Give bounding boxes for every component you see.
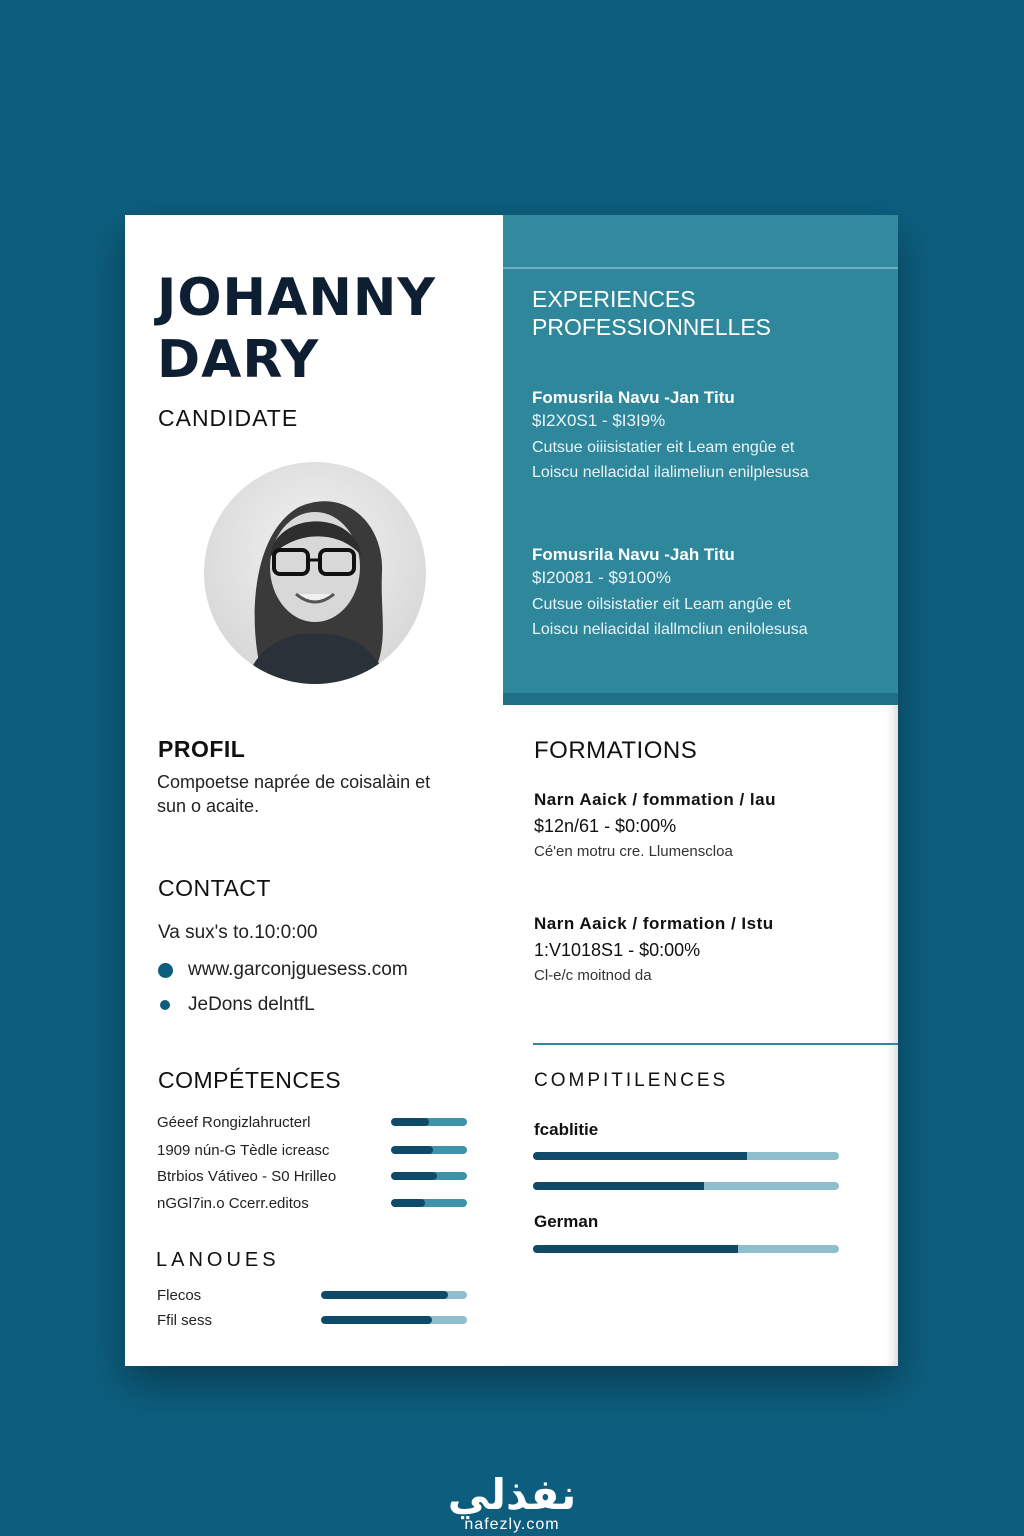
skill-label: nGGl7in.o Ccerr.editos [157,1194,309,1212]
formation-title: Narn Aaick / fommation / lau [534,790,776,809]
candidate-name [157,267,436,391]
competences-title: COMPITILENCES [534,1070,729,1091]
skill-row [157,1140,467,1160]
experience-panel [503,215,898,697]
contact-website[interactable] [158,959,408,981]
job-description-line: Cutsue oilsistatier eit Leam angûe et [532,596,791,613]
job-description-line: Loiscu nellacidal ilalimeliun enilplesusa [532,464,809,481]
skill-bar-fill [391,1172,437,1180]
contact-phone: Va sux's to.10:0:00 [158,922,318,943]
language-bar-fill [321,1291,448,1299]
formation-description: Cé'en motru cre. Llumenscloa [534,843,733,860]
skill-bar-fill [391,1118,429,1126]
skill-label: Btrbios Vátiveo - S0 Hrilleo [157,1167,337,1185]
job-dates: $I20081 - $9100% [532,568,671,587]
name-line-1: JOHANNY [157,268,437,328]
skill-row [157,1193,467,1213]
job-entry [532,388,882,485]
formation-dates: $12n/61 - $0:00% [534,816,677,836]
job-description [532,435,882,485]
formation-dates: 1:V1018S1 - $0:00% [534,940,701,960]
right-column [503,215,898,1366]
competence-bar [533,1152,839,1160]
job-description-line: Cutsue oiiisistatier eit Leam engûe et [532,439,795,456]
language-bar [321,1291,467,1299]
experience-title [532,285,771,341]
competence-label: German [534,1212,599,1231]
competence-label: fcablitie [534,1120,599,1139]
contact-website-text: www.garconjguesess.com [188,959,408,980]
name-line-2: DARY [157,330,320,390]
bullet-icon [158,963,173,978]
skill-row [157,1166,467,1186]
profile-text [157,770,430,818]
experience-panel-footer [503,693,898,705]
competence-bar [533,1182,839,1190]
language-bar-fill [321,1316,432,1324]
job-title: Fomusrila Navu -Jan Titu [532,388,735,407]
job-description-line: Loiscu neliacidal ilallmcliun enilolesusa [532,621,808,638]
job-dates: $I2X0S1 - $I3I9% [532,411,666,430]
skill-bar-fill [391,1146,433,1154]
experience-panel-header [503,215,898,269]
skill-bar-fill [391,1199,425,1207]
formation-description: Cl-e/c moitnod da [534,967,652,984]
profile-text-line-1: Compoetse naprée de coisalàin et [157,772,431,792]
formation-entry [534,790,874,860]
skill-label: 1909 nún-G Tèdle icreasc [157,1141,330,1159]
bullet-icon [160,1000,170,1010]
skill-bar [391,1172,467,1180]
language-label: Flecos [157,1286,202,1304]
watermark-logo: نفذلي [447,1470,577,1519]
competence-bar-fill [533,1182,704,1190]
competence-bar-fill [533,1152,747,1160]
skill-bar [391,1118,467,1126]
section-divider [533,1043,898,1045]
job-title: Fomusrila Navu -Jah Titu [532,545,735,564]
contact-title: CONTACT [158,875,271,901]
skill-bar [391,1146,467,1154]
skill-row [157,1112,467,1132]
competence-bar-fill [533,1245,738,1253]
language-row [157,1310,467,1330]
skill-label: Géeef Rongizlahructerl [157,1113,311,1131]
formations-title: FORMATIONS [534,737,698,764]
profile-text-line-2: sun o acaite. [157,796,260,816]
skills-title: COMPÉTENCES [158,1067,342,1093]
profile-photo [204,462,426,684]
job-description [532,592,882,642]
left-column [125,215,503,1366]
contact-other [158,994,315,1016]
competence-bar [533,1245,839,1253]
formation-title: Narn Aaick / formation / Istu [534,914,774,933]
profile-title: PROFIL [158,736,246,762]
languages-title: LANOUES [156,1249,280,1271]
experience-title-line-1: EXPERIENCES [532,286,696,312]
language-bar [321,1316,467,1324]
candidate-role: CANDIDATE [158,405,299,431]
skill-bar [391,1199,467,1207]
experience-title-line-2: PROFESSIONNELLES [532,314,772,340]
job-entry [532,545,882,642]
resume-sheet [125,215,898,1366]
formation-entry [534,914,874,984]
language-row [157,1285,467,1305]
contact-other-text: JeDons delntfL [188,994,315,1015]
language-label: Ffil sess [157,1311,213,1329]
watermark-url: nafezly.com [464,1516,560,1533]
